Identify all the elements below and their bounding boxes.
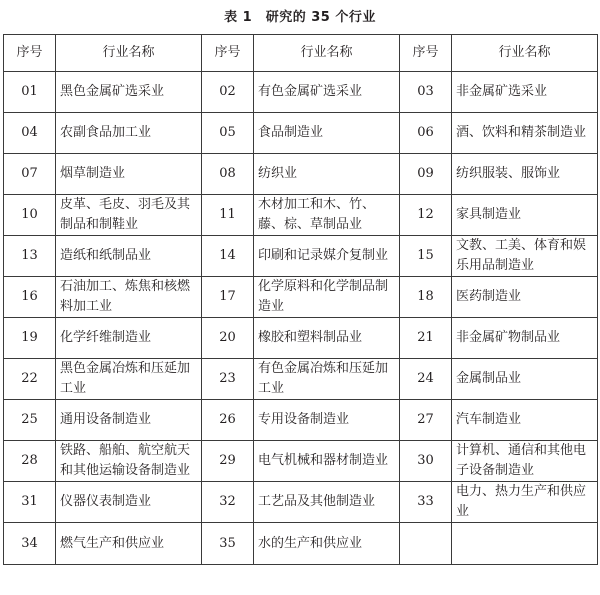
industry-number: 22 (4, 359, 56, 400)
industry-name: 化学纤维制造业 (56, 318, 202, 359)
industry-number: 06 (400, 113, 452, 154)
industry-name: 专用设备制造业 (254, 400, 400, 441)
industry-name: 黑色金属冶炼和压延加工业 (56, 359, 202, 400)
industry-name: 铁路、船舶、航空航天和其他运输设备制造业 (56, 441, 202, 482)
industry-number: 16 (4, 277, 56, 318)
industry-number: 19 (4, 318, 56, 359)
industry-number: 15 (400, 236, 452, 277)
industry-name: 纺织业 (254, 154, 400, 195)
industry-name: 造纸和纸制品业 (56, 236, 202, 277)
table-row (4, 277, 598, 318)
industry-number: 20 (202, 318, 254, 359)
industry-number: 26 (202, 400, 254, 441)
industry-name: 木材加工和木、竹、藤、棕、草制品业 (254, 195, 400, 236)
industry-name: 酒、饮料和精茶制造业 (452, 113, 598, 154)
table-caption: 表 1 研究的 35 个行业 (224, 10, 376, 25)
industry-name: 家具制造业 (452, 195, 598, 236)
industry-number: 09 (400, 154, 452, 195)
table-row (4, 195, 598, 236)
header-seq-3: 序号 (400, 35, 452, 72)
industry-number: 04 (4, 113, 56, 154)
industry-name: 黑色金属矿选采业 (56, 72, 202, 113)
industry-name: 皮革、毛皮、羽毛及其制品和制鞋业 (56, 195, 202, 236)
table-row (4, 72, 598, 113)
industry-number: 11 (202, 195, 254, 236)
industry-name: 水的生产和供应业 (254, 523, 400, 565)
industry-table (3, 34, 598, 565)
header-name-2: 行业名称 (254, 35, 400, 72)
industry-name: 金属制品业 (452, 359, 598, 400)
industry-number: 23 (202, 359, 254, 400)
industry-number: 17 (202, 277, 254, 318)
header-name-3: 行业名称 (452, 35, 598, 72)
industry-name: 燃气生产和供应业 (56, 523, 202, 565)
industry-number: 13 (4, 236, 56, 277)
industry-name: 工艺品及其他制造业 (254, 482, 400, 523)
table-row (4, 400, 598, 441)
industry-name: 烟草制造业 (56, 154, 202, 195)
industry-number: 31 (4, 482, 56, 523)
industry-number: 21 (400, 318, 452, 359)
industry-name: 通用设备制造业 (56, 400, 202, 441)
industry-name: 非金属矿选采业 (452, 72, 598, 113)
industry-name: 医药制造业 (452, 277, 598, 318)
table-row (4, 523, 598, 565)
industry-number: 32 (202, 482, 254, 523)
industry-number (400, 523, 452, 565)
table-row (4, 359, 598, 400)
industry-name: 印刷和记录媒介复制业 (254, 236, 400, 277)
industry-number: 08 (202, 154, 254, 195)
industry-number: 29 (202, 441, 254, 482)
industry-number: 34 (4, 523, 56, 565)
industry-name: 食品制造业 (254, 113, 400, 154)
table-row (4, 154, 598, 195)
industry-number: 27 (400, 400, 452, 441)
industry-number: 05 (202, 113, 254, 154)
table-row (4, 113, 598, 154)
industry-name: 石油加工、炼焦和核燃料加工业 (56, 277, 202, 318)
table-row (4, 236, 598, 277)
industry-name: 纺织服装、服饰业 (452, 154, 598, 195)
table-row (4, 318, 598, 359)
header-name-1: 行业名称 (56, 35, 202, 72)
industry-name: 橡胶和塑料制品业 (254, 318, 400, 359)
industry-name: 有色金属矿选采业 (254, 72, 400, 113)
industry-name: 计算机、通信和其他电子设备制造业 (452, 441, 598, 482)
table-header-row (4, 35, 598, 72)
industry-number: 30 (400, 441, 452, 482)
industry-name: 汽车制造业 (452, 400, 598, 441)
header-seq-2: 序号 (202, 35, 254, 72)
table-row (4, 482, 598, 523)
industry-number: 07 (4, 154, 56, 195)
industry-name: 非金属矿物制品业 (452, 318, 598, 359)
industry-name: 化学原料和化学制品制造业 (254, 277, 400, 318)
industry-name (452, 523, 598, 565)
industry-number: 18 (400, 277, 452, 318)
industry-name: 文教、工美、体育和娱乐用品制造业 (452, 236, 598, 277)
industry-name: 电气机械和器材制造业 (254, 441, 400, 482)
industry-number: 25 (4, 400, 56, 441)
industry-number: 33 (400, 482, 452, 523)
industry-number: 12 (400, 195, 452, 236)
industry-number: 28 (4, 441, 56, 482)
industry-number: 02 (202, 72, 254, 113)
industry-number: 10 (4, 195, 56, 236)
industry-name: 仪器仪表制造业 (56, 482, 202, 523)
industry-number: 35 (202, 523, 254, 565)
industry-name: 电力、热力生产和供应业 (452, 482, 598, 523)
table-row (4, 441, 598, 482)
industry-number: 14 (202, 236, 254, 277)
industry-name: 农副食品加工业 (56, 113, 202, 154)
industry-name: 有色金属冶炼和压延加工业 (254, 359, 400, 400)
industry-number: 03 (400, 72, 452, 113)
industry-number: 24 (400, 359, 452, 400)
industry-number: 01 (4, 72, 56, 113)
header-seq-1: 序号 (4, 35, 56, 72)
